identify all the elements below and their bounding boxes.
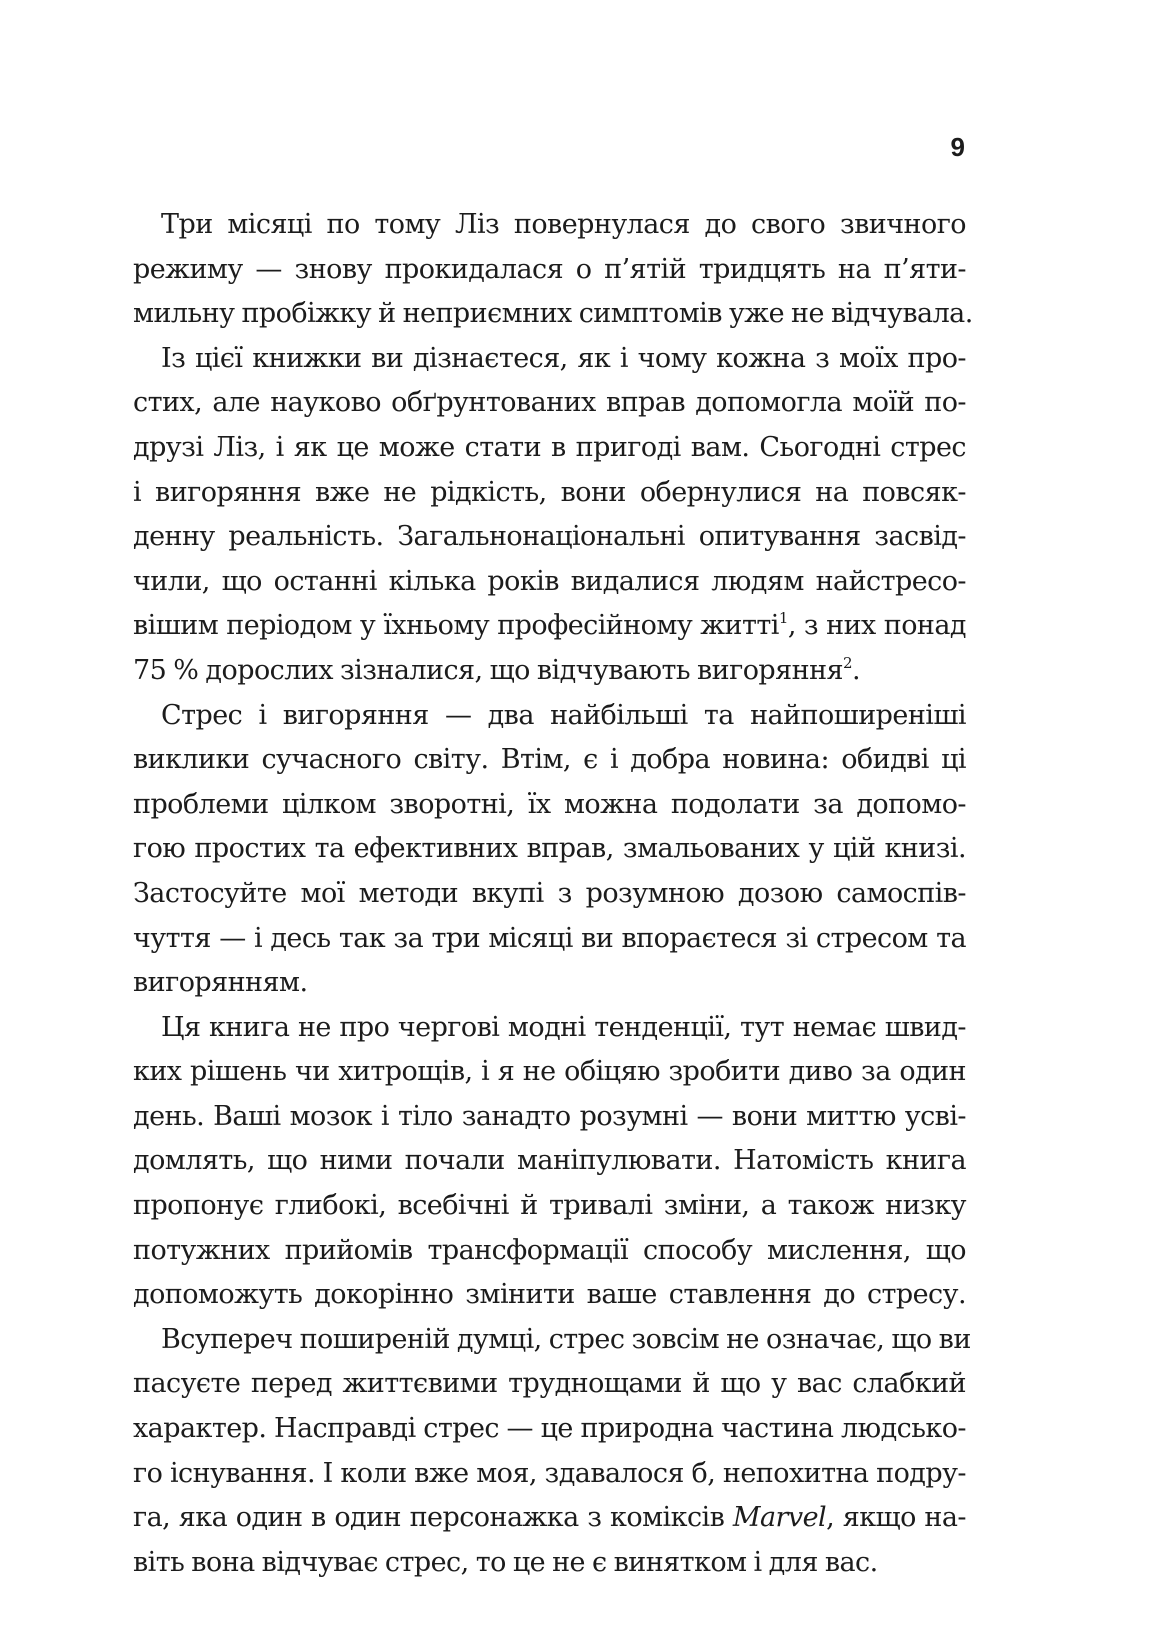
text-line: Із цієї книжки ви дізнаєтеся, як і чому кожна з моїх про- — [161, 342, 966, 374]
text-line: вигорянням. — [133, 967, 308, 999]
text-line: і вигоряння вже не рідкість, вони обернулися на повсяк- — [133, 476, 966, 508]
text-line-with-footnote — [133, 604, 966, 649]
emphasized-term: Marvel — [732, 1502, 827, 1534]
text-line: день. Ваші мозок і тіло занадто розумні — вони миттю усві- — [133, 1100, 966, 1132]
text-line: ких рішень чи хитрощів, і я не обіцяю зробити диво за один — [133, 1056, 966, 1088]
text-fragment: , якщо на- — [826, 1502, 966, 1534]
text-line: режиму — знову прокидалася о п’ятій тридцять на п’яти- — [133, 253, 966, 285]
text-line-with-footnote — [133, 649, 966, 694]
text-line: друзі Ліз, і як це може стати в пригоді вам. Сьогодні стрес — [133, 431, 966, 463]
footnote-marker: 1 — [778, 609, 788, 628]
page-number: 9 — [950, 132, 965, 162]
text-line: потужних прийомів трансформації способу мислення, що — [133, 1234, 966, 1266]
text-line: віть вона відчуває стрес, то це не є винятком і для вас. — [133, 1546, 878, 1578]
text-line: гою простих та ефективних вправ, змальованих у цій книзі. — [133, 833, 966, 865]
text-line: чуття — і десь так за три місяці ви впораєтеся зі стресом та — [133, 922, 966, 954]
text-line: характер. Насправді стрес — це природна частина людсько- — [133, 1413, 966, 1445]
text-line: пасуєте перед життєвими труднощами й що у вас слабкий — [133, 1368, 966, 1400]
text-fragment: , з них понад — [787, 610, 966, 642]
text-line: Всупереч поширеній думці, стрес зовсім не означає, що ви — [161, 1323, 971, 1355]
body-text — [133, 203, 973, 1585]
text-line: виклики сучасного світу. Втім, є і добра новина: обидві ці — [133, 744, 966, 776]
text-line: Три місяці по тому Ліз повернулася до свого звичного — [161, 209, 966, 240]
text-fragment: га, яка один в один персонажка з коміксів — [133, 1502, 733, 1534]
text-fragment: 75 % дорослих зізналися, що відчувають вигоряння — [133, 654, 844, 686]
text-line: Застосуйте мої методи вкупі з розумною дозою самоспів- — [133, 877, 966, 909]
text-line: домлять, що ними почали маніпулювати. Натомість книга — [133, 1145, 966, 1177]
text-line: Стрес і вигоряння — два найбільші та найпоширеніші — [161, 699, 966, 731]
text-line-with-emphasis — [133, 1496, 966, 1541]
footnote-marker: 2 — [843, 653, 853, 672]
text-line: чили, що останні кілька років видалися людям найстресо- — [133, 565, 966, 597]
text-line: пропонує глибокі, всебічні й тривалі зміни, а також низку — [133, 1190, 966, 1222]
text-line: допоможуть докорінно змінити ваше ставлення до стресу. — [133, 1279, 966, 1311]
text-fragment: . — [852, 654, 861, 686]
text-line: Ця книга не про чергові модні тенденції, тут немає швид- — [161, 1011, 966, 1043]
text-line: денну реальність. Загальнонаціональні опитування засвід- — [133, 521, 966, 553]
text-line: го існування. І коли вже моя, здавалося б, непохитна подру- — [133, 1457, 966, 1489]
text-line: стих, але науково обґрунтованих вправ допомогла моїй по- — [133, 387, 966, 419]
text-line: мильну пробіжку й неприємних симптомів уже не відчувала. — [133, 298, 973, 330]
text-line: проблеми цілком зворотні, їх можна подолати за допомо- — [133, 788, 966, 820]
text-fragment: вішим періодом у їхньому професійному житті — [133, 610, 779, 642]
